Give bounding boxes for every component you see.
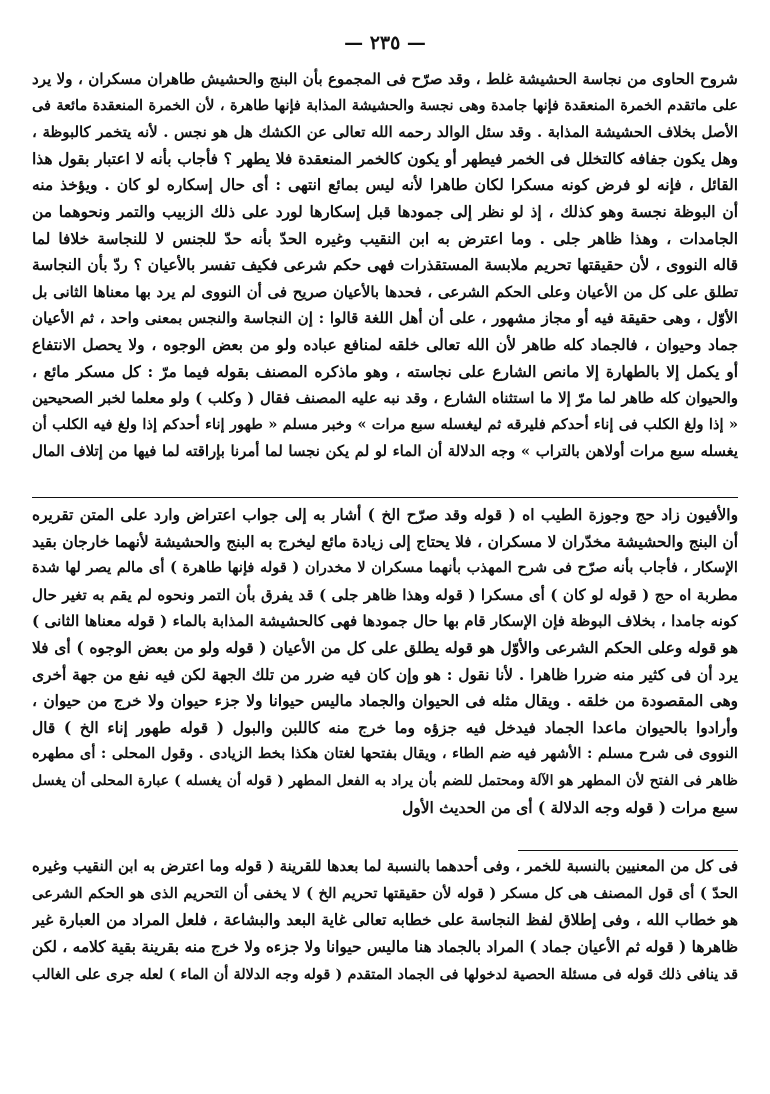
- main-text-line: تطلق على كل من الأعيان وعلى الحكم الشرعى ، فحدها بالأعيان صريح فى أن النووى لم يرد بها معناها الثانى بل: [32, 282, 738, 301]
- main-text-line: الأوّل ، وهى حقيقة فيه أو مجاز مشهور ، على أن أهل اللغة قالوا : إن النجاسة والنجس بمعنى واحد ، ثم الأعيان: [32, 309, 738, 328]
- main-text-line: والحيوان كله طاهر لما مرّ إلا ما استثناه الشارع ، وقد نبه عليه المصنف فقال ( وكلب ) ولو معلما لخبر الصحيحين: [32, 389, 738, 408]
- taqrir-line: هو خطاب الله ، وفى إطلاق لفظ النجاسة على خطابه تعالى غاية البعد والبشاعة ، فلعل المراد من العبارة غير: [32, 911, 738, 929]
- main-text-line: شروح الحاوى من نجاسة الحشيشة غلط ، وقد صرّح فى المجموع بأن البنج والحشيش طاهران مسكران ، ولا يرد: [32, 70, 738, 88]
- main-text-line: على ماتقدم الخمرة المنعقدة فإنها جامدة وهى نجسة والحشيشة المذابة فإنها طاهرة ، لأن الخمرة المنعقدة مائعة فى: [32, 96, 738, 114]
- hashiya-line: كونه جامدا ، بخلاف البوظة فإن الإسكار قام بها حال جمودها فهى كالحشيشة المذابة بالماء ( قوله معناها الثانى ): [32, 612, 738, 631]
- taqrir-line: الحدّ ) أى قول المصنف هى كل مسكر ( قوله لأن حقيقتها تحريم الخ ) لا يخفى أن التحريم الذى هو الحكم الشرعى: [32, 885, 738, 902]
- hashiya-line: والأفيون زاد حج وجوزة الطيب اه ( قوله وقد صرّح الخ ) أشار به إلى جواب اعتراض وارد على المتن تقريره: [32, 506, 738, 524]
- hashiya-line: سبع مرات ( قوله وجه الدلالة ) أى من الحديث الأول: [402, 798, 738, 817]
- section-divider: [32, 497, 738, 498]
- hashiya-line: ظاهر فى الفتح لأن المطهر هو الآلة ومحتمل للضم بأن يراد به الفعل المطهر ( قوله أن يغسله ) عبارة المحلى أن يغسل: [32, 772, 738, 789]
- taqrir-line: قد ينافى ذلك قوله فى مسئلة الحصية لدخولها فى الجماد المتقدم ( قوله وجه الدلالة أن الماء ) لعله جرى على الغالب: [32, 966, 738, 983]
- main-text-block: [32, 66, 738, 465]
- taqrir-line: ظاهرها ( قوله ثم الأعيان جماد ) المراد بالجماد هنا ماليس حيوانا ولا جزءه ولا خرج منه بقرينة بقية كلامه ، لكن: [32, 938, 738, 956]
- main-text-line: وهل يكون جفافه كالتخلل فى الخمر فيطهر أو يكون كالخمر المنعقدة فلا يطهر ؟ فأجاب بأنه لا اعتبار بقول هذا: [32, 149, 738, 168]
- taqrir-commentary-block: [32, 853, 738, 988]
- main-text-line: أو يكمل إلا بالطهارة إلا مانص الشارع على نجاسته ، وهو ماذكره المصنف بقوله فيما مرّ : كل مسكر مائع ،: [32, 362, 738, 381]
- taqrir-line: فى كل من المعنيين بالنسبة للخمر ، وفى أحدهما بالنسبة لما بعدها للقرينة ( قوله وما اعترض به ابن النقيب وغيره: [32, 857, 738, 875]
- hashiya-commentary-block: [32, 502, 738, 821]
- hashiya-line: الإسكار ، فأجاب بأنه صرّح فى شرح المهذب بأنهما مسكران لا مخدران ( قوله فإنها طاهرة ) أى مالم يصر لها شدة: [32, 559, 738, 577]
- main-text-line: قاله النووى ، لأن حقيقتها تحريم ملابسة المستقذرات فهى حكم شرعى فكيف تفسر بالأعيان ؟ ردّ بأن النجاسة: [32, 256, 738, 275]
- main-text-line: « إذا ولغ الكلب فى إناء أحدكم فليرقه ثم ليغسله سبع مرات » وخبر مسلم « طهور إناء أحدكم إذا ولغ فيه الكلب أن: [32, 415, 738, 433]
- hashiya-line: وهى المقصودة من خلقه . ويقال مثله فى الحيوان والجماد ماليس حيوانا ولا جزء حيوان ولا خرج من حيوان ،: [32, 692, 738, 711]
- main-text-line: الجامدات ، وهذا ظاهر جلى . وما اعترض به ابن النقيب وغيره الحدّ بأنه حدّ للجنس لا للنجاسة خلافا لما: [32, 229, 738, 248]
- main-text-line: جماد وحيوان ، فالجماد كله طاهر لأن الله تعالى خلقه لمنافع عباده ولو من بعض الوجوه ، ولا يحصل الانتفاع: [32, 335, 738, 354]
- hashiya-line: يرد أن فى كثير منه ضررا ظاهرا . لأنا نقول : هو وإن كان فيه ضرر من تلك الجهة لكن فيه نفع من جهة أخرى: [32, 665, 738, 684]
- hashiya-line: مطربة اه حج ( قوله لو كان ) أى مسكرا ( قوله وهذا ظاهر جلى ) قد يفرق بأن التمر ونحوه لم يقم به تغير حال: [32, 585, 738, 604]
- main-text-line: يغسله سبع مرات أولاهن بالتراب » وجه الدلالة أن الماء لو لم يكن نجسا لما أمرنا بإراقته لما فيها من إتلاف المال: [32, 442, 738, 461]
- hashiya-line: أن البنج والحشيشة مخدّران لا مسكران ، فلا يحتاج إلى زيادة مائع ليخرج به البنج والحشيشة لأنهما خارجان بقيد: [32, 532, 738, 551]
- hashiya-line: وأرادوا بالحيوان ماعدا الجماد فيدخل فيه جزؤه وما خرج منه كاللبن والبول ( قوله طهور إناء الخ ) قال: [32, 718, 738, 737]
- page-number: — ٢٣٥ —: [344, 32, 426, 54]
- main-text-line: الأصل بخلاف الحشيشة المذابة . وقد سئل الوالد رحمه الله تعالى عن الكشك هل هو نجس . لأنه يتخمر كالبوظة ،: [32, 123, 738, 142]
- hashiya-line: النووى فى شرح مسلم : الأشهر فيه ضم الطاء ، ويقال بفتحها لغتان هكذا بخط الزيادى . وقول المحلى : أى مطهره: [32, 745, 738, 763]
- footnote-divider: [518, 850, 738, 851]
- main-text-line: أن البوظة نجسة وهو كذلك ، إذ لو نظر إلى جمودها قبل إسكارها لورد على ذلك الزبيب والتمر ونحوهما من: [32, 202, 738, 221]
- main-text-line: القائل ، فإنه لو فرض كونه مسكرا لكان طاهرا لأنه ليس بمائع انتهى : أى حال إسكاره لو كان . ويؤخذ منه: [32, 176, 738, 195]
- hashiya-line: هو قوله وعلى الحكم الشرعى والأوّل هو قوله يطلق على كل من الأعيان ( قوله ولو من بعض الوجوه ) أى فلا: [32, 638, 738, 657]
